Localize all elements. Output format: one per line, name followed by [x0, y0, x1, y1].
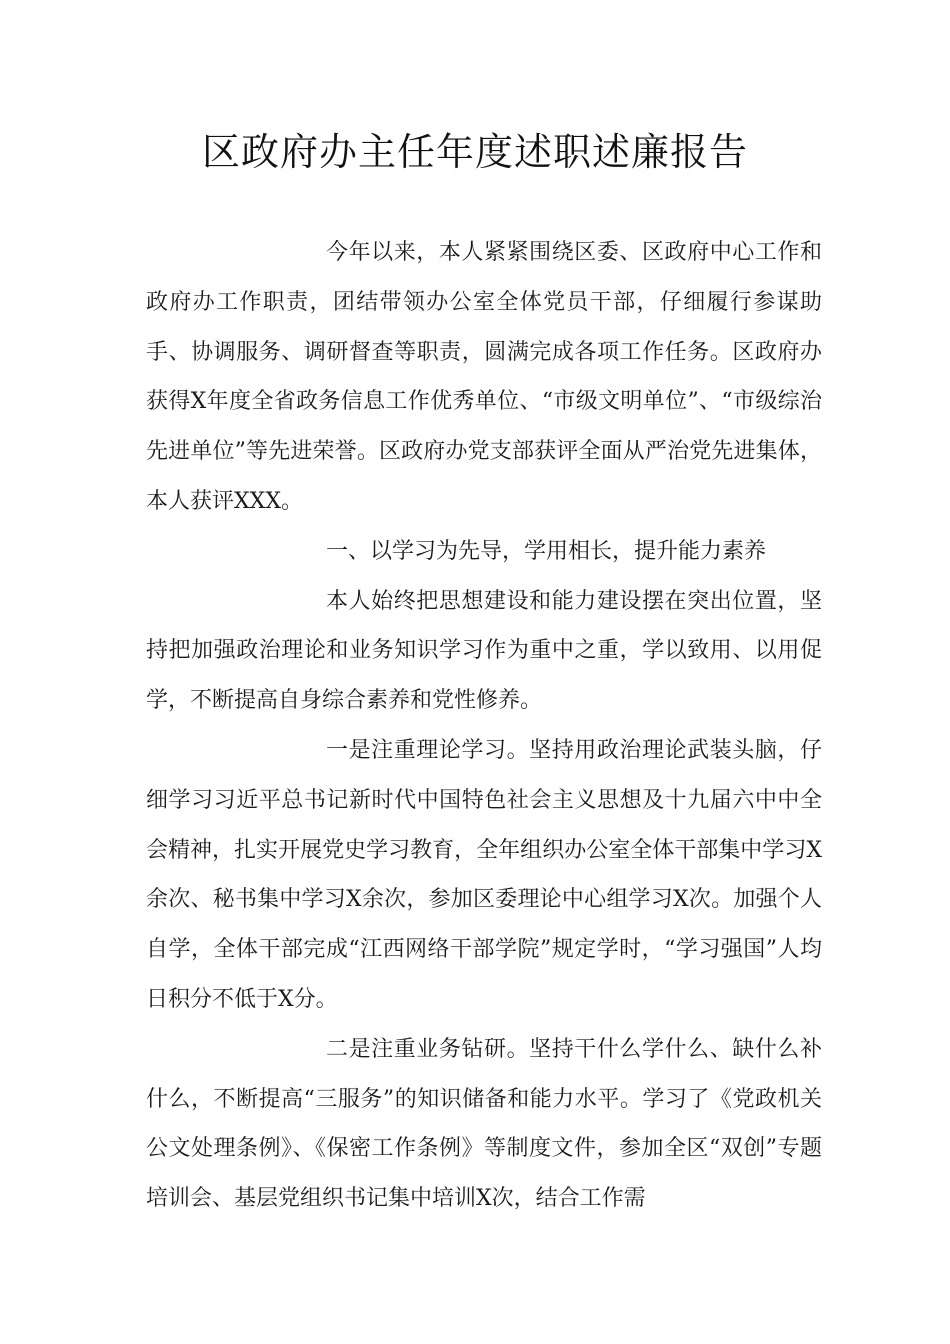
- theory-study-paragraph: 一是注重理论学习。坚持用政治理论武装头脑，仔细学习习近平总书记新时代中国特色社会主义思想及十九届六中中全会精神，扎实开展党史学习教育，全年组织办公室全体干部集中学习X余次、秘书集中学习X余次，参加区委理论中心组学习X次。加强个人自学，全体干部完成“江西网络干部学院”规定学时，“学习强国”人均日积分不低于X分。: [146, 737, 822, 1012]
- document-body: [146, 228, 822, 1224]
- intro-paragraph: 今年以来，本人紧紧围绕区委、区政府中心工作和政府办工作职责，团结带领办公室全体党员干部，仔细履行参谋助手、协调服务、调研督查等职责，圆满完成各项工作任务。区政府办获得X年度全省政务信息工作优秀单位、“市级文明单位”、“市级综治先进单位”等先进荣誉。区政府办党支部获评全面从严治党先进集体，本人获评XXX。: [146, 240, 822, 514]
- business-study-paragraph: 二是注重业务钻研。坚持干什么学什么、缺什么补什么，不断提高“三服务”的知识储备和能力水平。学习了《党政机关公文处理条例》、《保密工作条例》等制度文件，参加全区“双创”专题培训会、基层党组织书记集中培训X次，结合工作需: [146, 1036, 822, 1212]
- section-heading-1: 一、以学习为先导，学用相长，提升能力素养: [326, 538, 767, 564]
- section-1-paragraph: 本人始终把思想建设和能力建设摆在突出位置，坚持把加强政治理论和业务知识学习作为重中之重，学以致用、以用促学，不断提高自身综合素养和党性修养。: [146, 588, 822, 714]
- document-title: 区政府办主任年度述职述廉报告: [201, 130, 748, 174]
